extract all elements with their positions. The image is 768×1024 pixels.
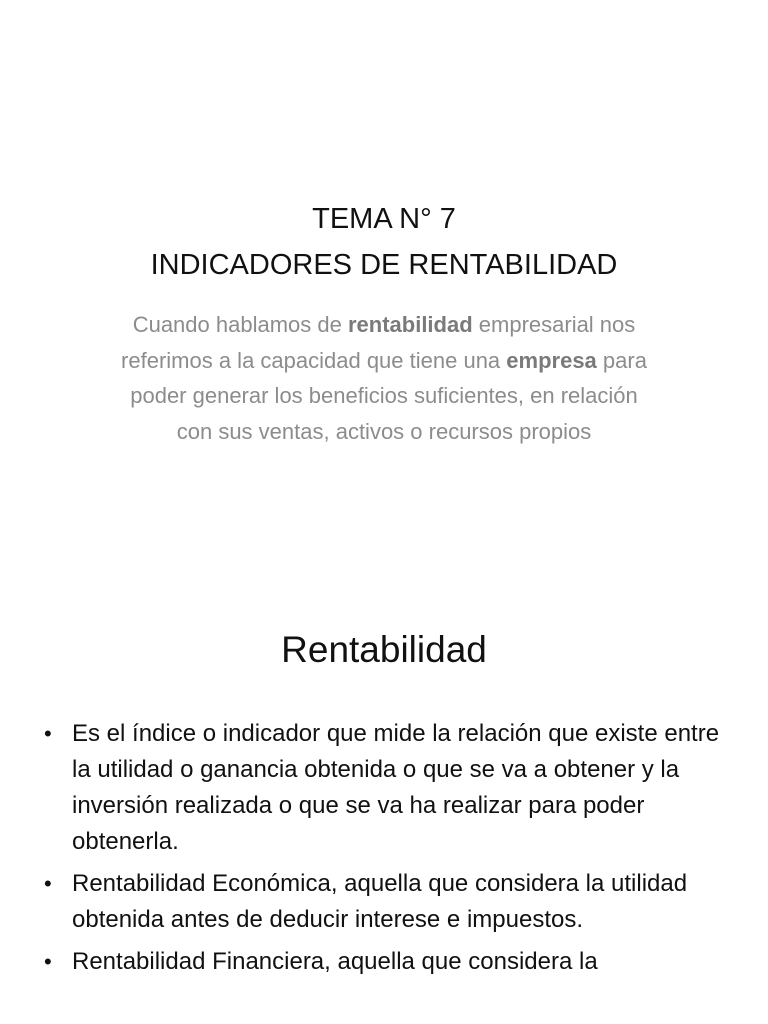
subtitle-text-1: Cuando hablamos de xyxy=(132,312,348,337)
bullet-text: Rentabilidad Financiera, aquella que considera la xyxy=(72,948,598,975)
subtitle-bold-rentabilidad: rentabilidad xyxy=(347,312,473,337)
subtitle-bold-empresa: empresa xyxy=(506,347,597,373)
title-line-2: INDICADORES DE RENTABILIDAD xyxy=(150,249,618,281)
bullet-icon: • xyxy=(44,721,52,746)
slide-title xyxy=(0,196,768,288)
bullet-item xyxy=(40,866,720,938)
bullet-item xyxy=(40,944,720,980)
subtitle-text-2: empresarial nos referimos a la capacidad que tiene una xyxy=(121,312,636,373)
bullet-icon: • xyxy=(44,949,52,974)
slide-subtitle xyxy=(120,307,648,449)
title-line-1: TEMA N° 7 xyxy=(312,203,456,235)
section-title: Rentabilidad xyxy=(281,629,487,670)
bullet-item xyxy=(40,716,720,860)
bullet-icon: • xyxy=(44,871,52,896)
bullet-list xyxy=(40,716,720,986)
subtitle-text-3: para poder generar los beneficios suficientes, en relación con sus ventas, activos o recursos propios xyxy=(130,347,647,444)
bullet-text: Es el índice o indicador que mide la relación que existe entre la utilidad o ganancia obtenida o que se va a obtener y la inversión realizada o que se va ha realizar para poder obtenerla. xyxy=(72,720,720,855)
bullet-text: Rentabilidad Económica, aquella que considera la utilidad obtenida antes de deducir interese e impuestos. xyxy=(72,870,688,933)
